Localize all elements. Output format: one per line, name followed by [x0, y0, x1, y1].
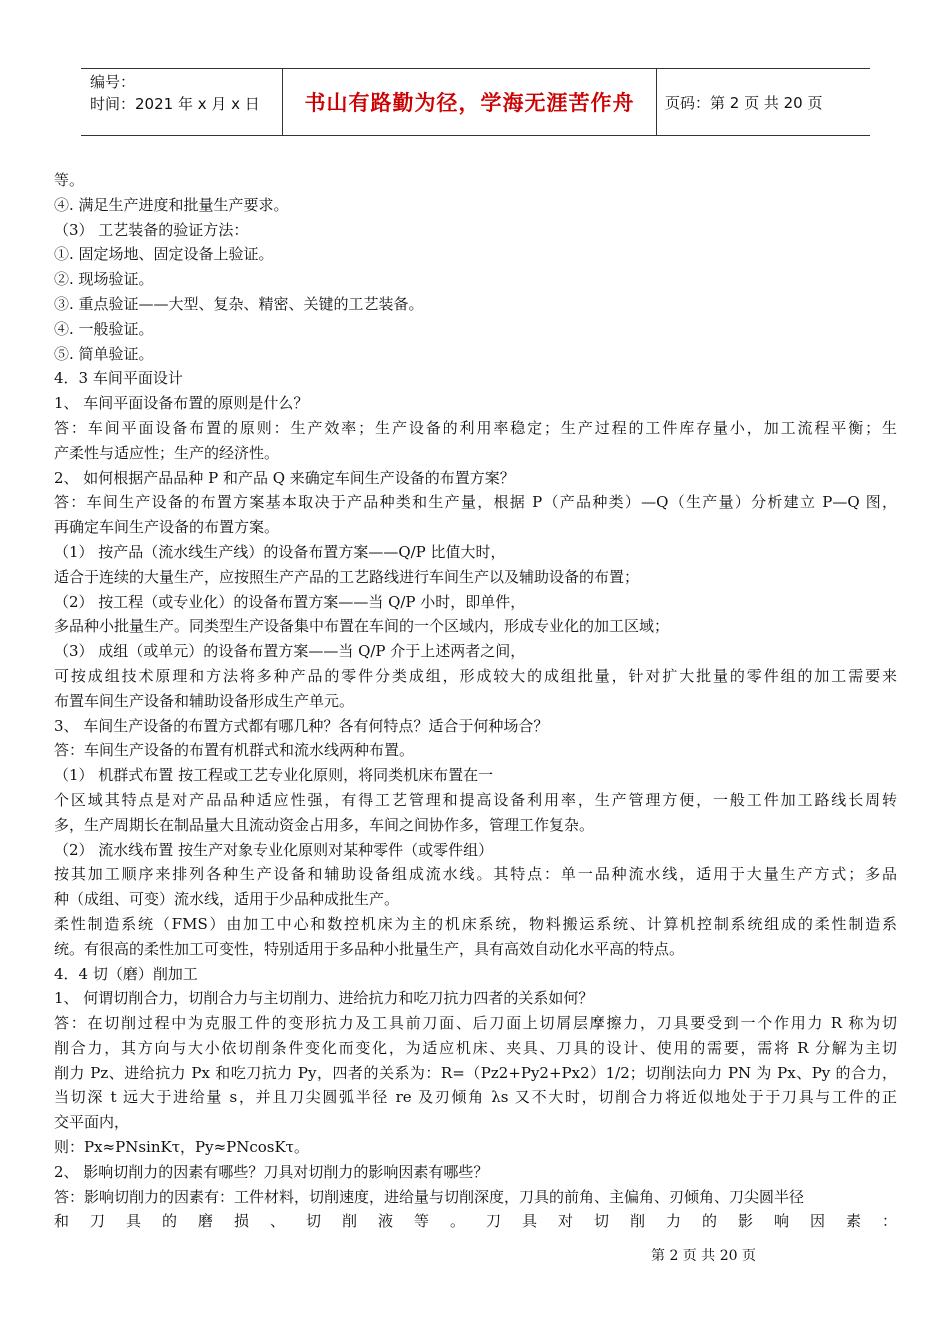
text-line: （1） 按产品（流水线生产线）的设备布置方案——Q/P 比值大时，: [54, 542, 506, 561]
text-line: 多，生产周期长在制品量大且流动资金占用多，车间之间协作多，管理工作复杂。: [54, 815, 595, 834]
text-line: 按其加工顺序来排列各种生产设备和辅助设备组成流水线。其特点：单一品种流水线，适用于大量生产方式；多品: [54, 865, 897, 884]
text-line: 2、 如何根据产品品种 P 和产品 Q 来确定车间生产设备的布置方案？: [54, 468, 515, 487]
text-line: 统。有很高的柔性加工可变性，特别适用于多品种小批量生产，具有高效自动化水平高的特点。: [54, 939, 685, 958]
text-line: ①. 固定场地、固定设备上验证。: [54, 245, 274, 264]
text-line: 答：车间生产设备的布置方案基本取决于产品种类和生产量，根据 P（产品种类）—Q（生产量）分析建立 P—Q 图，: [54, 493, 897, 512]
page-footer: 第 2 页 共 20 页: [651, 1248, 756, 1264]
text-line: ⑤. 简单验证。: [54, 344, 154, 363]
text-line: 柔性制造系统（FMS）由加工中心和数控机床为主的机床系统，物料搬运系统、计算机控制系统组成的柔性制造系: [54, 914, 897, 933]
text-line: 产柔性与适应性；生产的经济性。: [54, 443, 280, 462]
text-line: ②. 现场验证。: [54, 270, 154, 289]
text-line: 答：影响切削力的因素有：工件材料，切削速度，进给量与切削深度，刀具的前角、主偏角、刃倾角、刀尖圆半径: [54, 1187, 805, 1206]
text-line: ④. 一般验证。: [54, 319, 154, 338]
text-line: 种（成组、可变）流水线，适用于少品种成批生产。: [54, 890, 400, 909]
text-line: （2） 流水线布置 按生产对象专业化原则对某种零件（或零件组）: [54, 840, 494, 859]
text-line: （3） 工艺装备的验证方法：: [54, 220, 249, 239]
text-line: 当切深 t 远大于进给量 s，并且刀尖圆弧半径 re 及刃倾角 λs 又不大时，切削合力将近似地处于于刀具与工件的正: [54, 1088, 897, 1107]
text-line: 可按成组技术原理和方法将多种产品的零件分类成组，形成较大的成组批量，针对扩大批量的零件组的加工需要来: [54, 666, 897, 685]
text-line: （3） 成组（或单元）的设备布置方案——当 Q/P 介于上述两者之间，: [54, 642, 526, 661]
text-line: 削合力，其方向与大小依切削条件变化而变化，为适应机床、夹具、刀具的设计、使用的需要，需将 R 分解为主切: [54, 1038, 897, 1057]
text-line: 布置车间生产设备和辅助设备形成生产单元。: [54, 691, 355, 710]
text-line: 多品种小批量生产。同类型生产设备集中布置在车间的一个区域内，形成专业化的加工区域；: [54, 617, 670, 636]
text-line: 4．3 车间平面设计: [54, 369, 183, 388]
text-line: 适合于连续的大量生产，应按照生产产品的工艺路线进行车间生产以及辅助设备的布置；: [54, 567, 640, 586]
text-line: 等。: [54, 171, 85, 189]
text-line: 再确定车间生产设备的布置方案。: [54, 518, 280, 537]
text-line: ③. 重点验证——大型、复杂、精密、关键的工艺装备。: [54, 294, 424, 313]
text-line: 个区域其特点是对产品品种适应性强，有得工艺管理和提高设备利用率，生产管理方便，一般工件加工路线长周转: [54, 790, 897, 809]
document-body: [54, 168, 897, 1234]
text-line: 答：车间生产设备的布置有机群式和流水线两种布置。: [54, 741, 415, 760]
text-line: 1、 车间平面设备布置的原则是什么？: [54, 394, 309, 413]
text-line: 1、 何谓切削合力，切削合力与主切削力、进给抗力和吃刀抗力四者的关系如何？: [54, 989, 594, 1008]
header-meta: [81, 69, 282, 135]
document-number: 编号：: [90, 73, 136, 91]
text-line: ④. 满足生产进度和批量生产要求。: [54, 195, 289, 214]
text-line: 答：在切削过程中为克服工件的变形抗力及工具前刀面、后刀面上切屑层摩擦力，刀具要受到一个作用力 R 称为切: [54, 1014, 897, 1033]
text-line: （2） 按工程（或专业化）的设备布置方案——当 Q/P 小时，即单件，: [54, 592, 526, 611]
text-line: 削力 Pz、进给抗力 Px 和吃刀抗力 Py，四者的关系为：R=（Pz2+Py2+Px2）1/2；切削法向力 PN 为 Px、Py 的合力，: [54, 1063, 897, 1082]
text-line: 2、 影响切削力的因素有哪些？刀具对切削力的影响因素有哪些？: [54, 1162, 489, 1181]
text-line: 3、 车间生产设备的布置方式都有哪几种？各有何特点？适合于何种场合？: [54, 716, 549, 735]
text-line: 则：Px≈PNsinKτ，Py≈PNcosKτ。: [54, 1138, 309, 1157]
header-motto: 书山有路勤为径，学海无涯苦作舟: [282, 69, 657, 135]
text-line: 交平面内，: [54, 1113, 130, 1132]
document-time: 时间：2021 年 x 月 x 日: [90, 95, 260, 113]
text-line: （1） 机群式布置 按工程或工艺专业化原则，将同类机床布置在一: [54, 766, 494, 785]
text-line: 和刀具的磨损、切削液等。刀具对切削力的影响因素：: [54, 1212, 897, 1231]
text-line: 答：车间平面设备布置的原则：生产效率；生产设备的利用率稳定；生产过程的工件库存量小，加工流程平衡；生: [54, 418, 897, 437]
header-page-number: 页码：第 2 页 共 20 页: [665, 93, 823, 112]
text-line: 4．4 切（磨）削加工: [54, 964, 198, 983]
page-header: [81, 68, 870, 136]
